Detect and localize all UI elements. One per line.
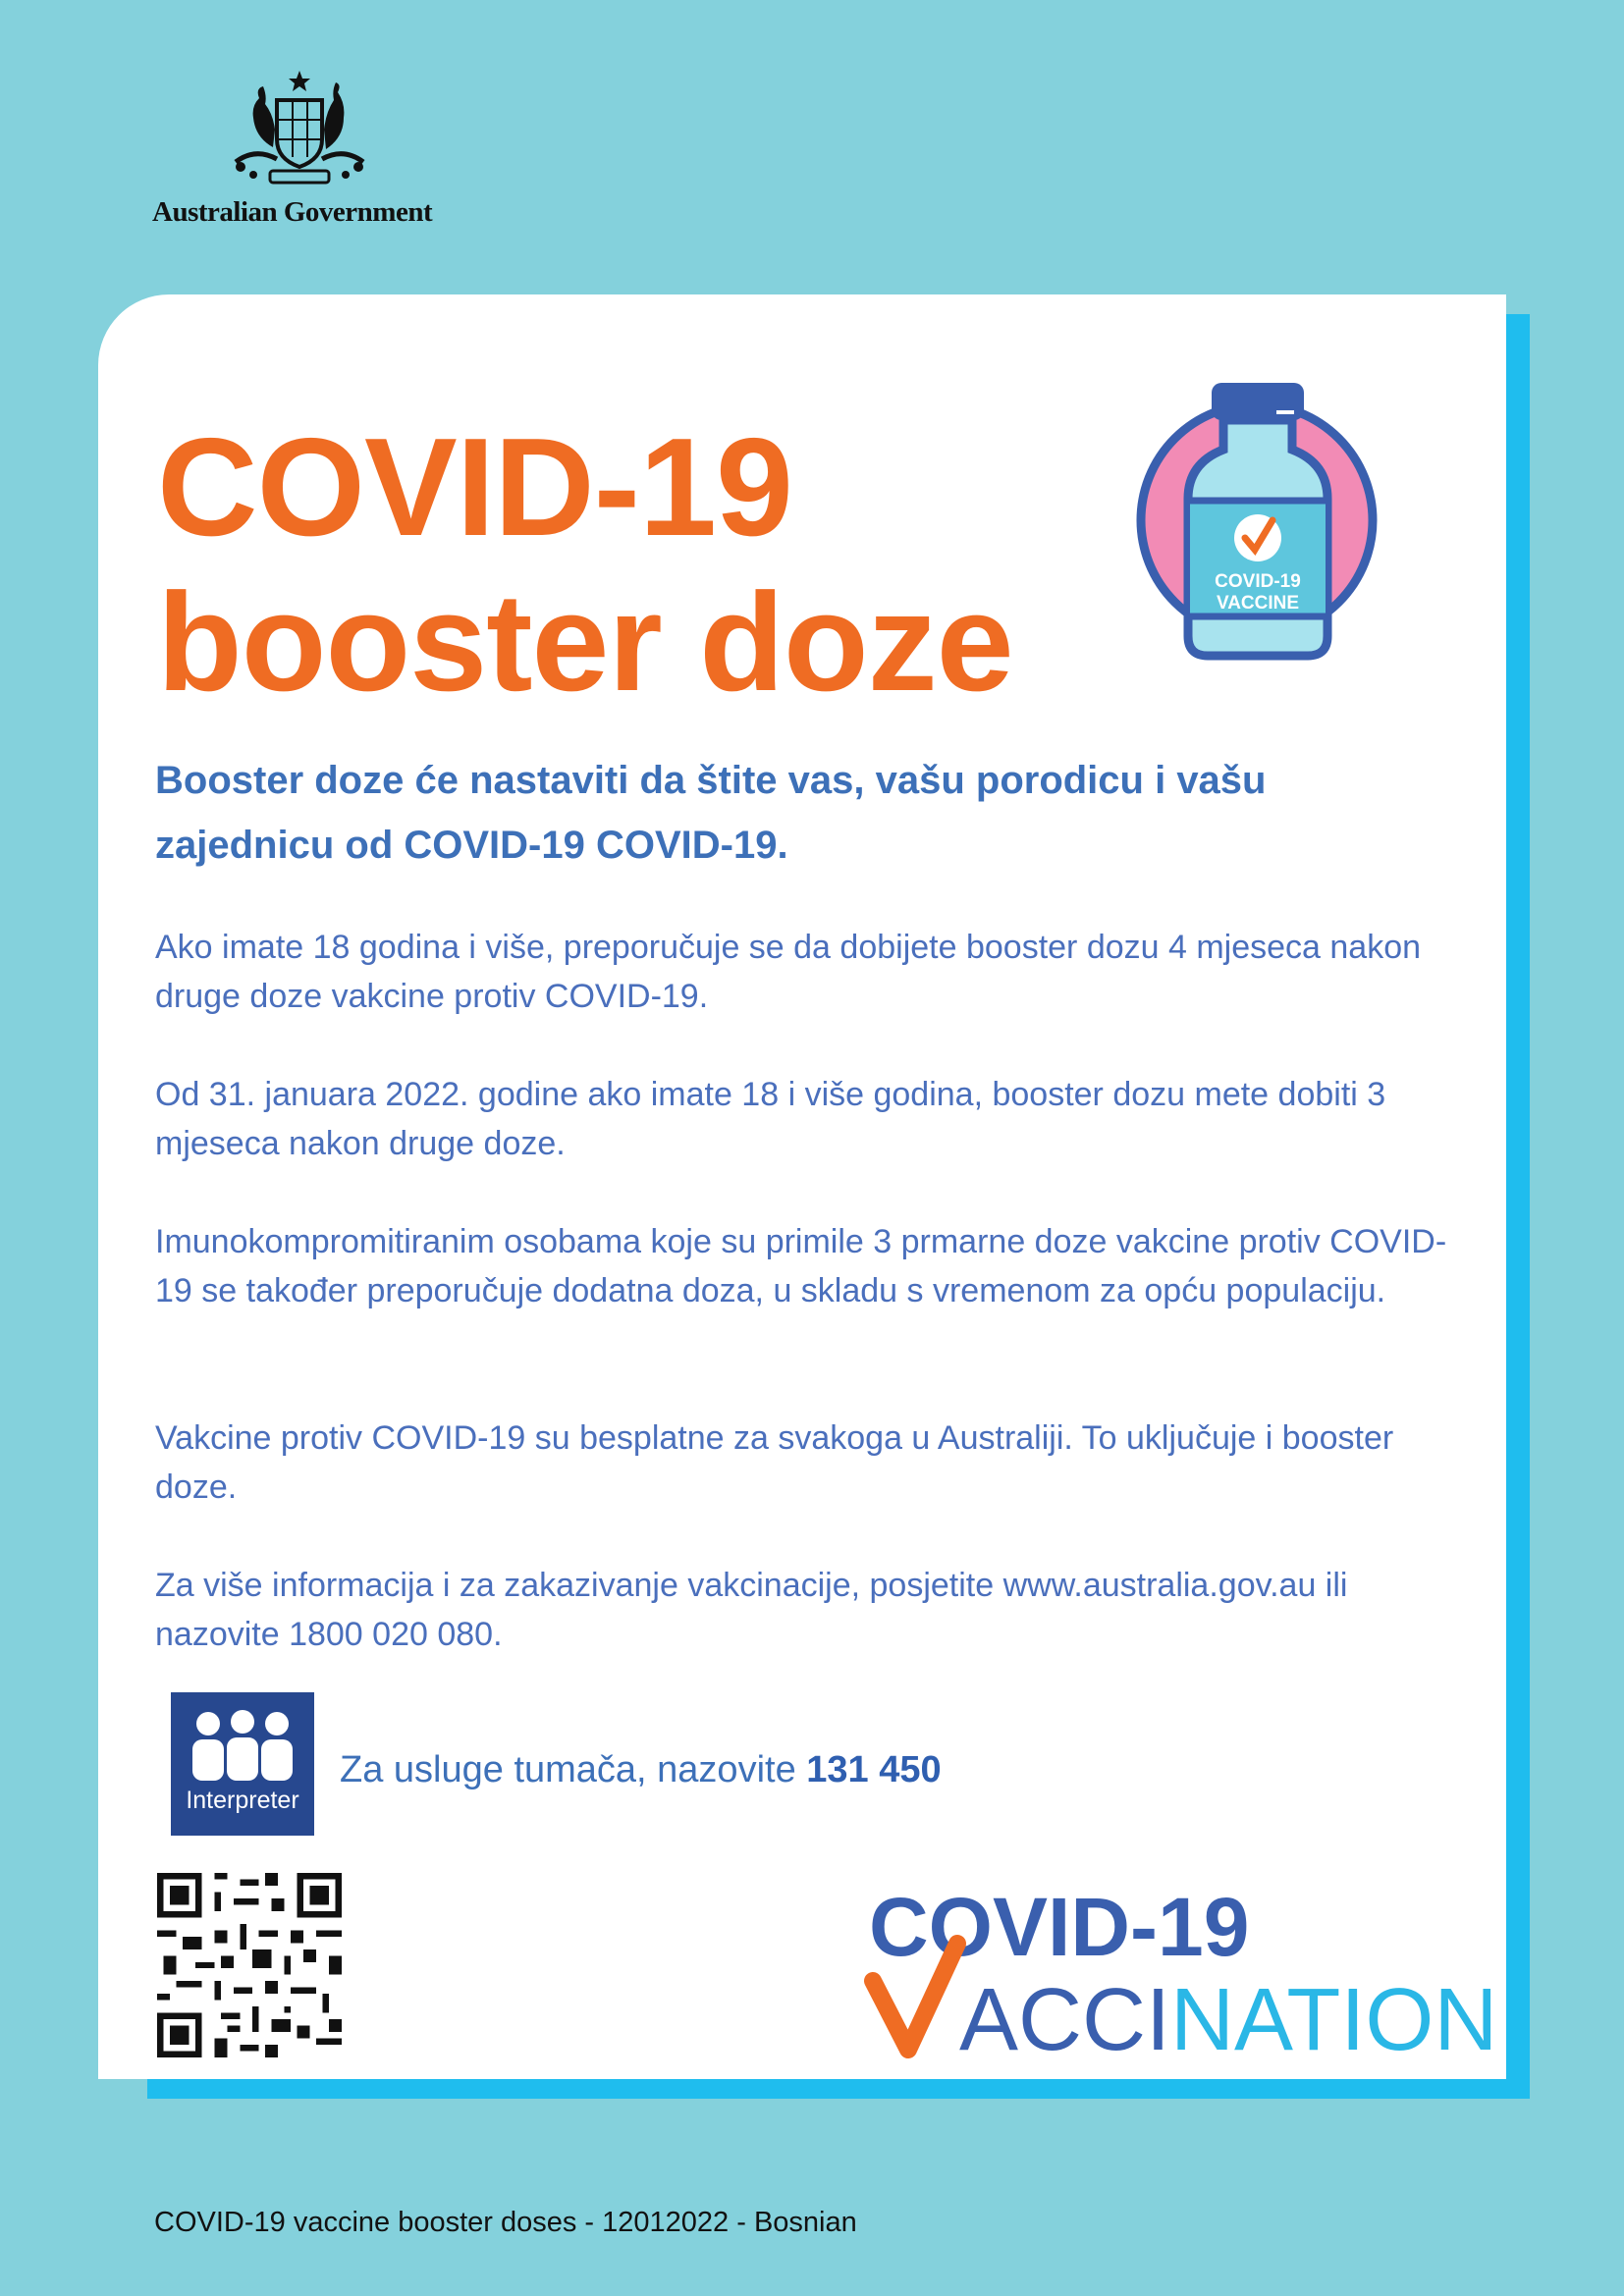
footer-reference: COVID-19 vaccine booster doses - 12012022 - Bosnian xyxy=(154,2207,857,2238)
vial-label-line-2: VACCINE xyxy=(1216,593,1300,614)
title-line-1: COVID-19 xyxy=(157,409,792,565)
vaccination-logo-line-1: COVID-19 xyxy=(869,1881,1250,1973)
interpreter-text: Za usluge tumača, nazovite xyxy=(340,1749,796,1790)
paragraph-eligibility: Ako imate 18 godina i više, preporučuje se da dobijete booster dozu 4 mjeseca nakon druge doze vakcine protiv COVID-19. xyxy=(155,929,1422,1015)
title-line-2: booster doze xyxy=(157,564,1013,721)
paragraph-more-info: Za više informacija i za zakazivanje vakcinacije, posjetite www.australia.gov.au ili nazovite 1800 020 080. xyxy=(155,1567,1348,1653)
interpreter-icon xyxy=(171,1692,314,1836)
qr-code-icon xyxy=(157,1873,342,2057)
australian-government-logo xyxy=(147,69,461,236)
vaccination-logo-acci: ACCI xyxy=(959,1971,1171,2069)
coat-of-arms-icon xyxy=(216,69,383,191)
lead-paragraph: Booster doze ćе nastaviti da štite vas, vašu porodicu i vašu zajednicu od COVID-19 COVID-19. xyxy=(155,759,1267,867)
page-title xyxy=(157,410,1013,721)
paragraph-free-vaccines: Vakcine protiv COVID-19 su besplatne za svakoga u Australiji. To uključuje i booster doze. xyxy=(155,1419,1394,1506)
interpreter-line xyxy=(340,1747,942,1792)
paragraph-immunocompromised: Imunokompromitiranim osobama koje su primile 3 prmarne doze vakcine protiv COVID-19 se također preporučuje dodatna doza, u skladu s vremenom za opću populaciju. xyxy=(155,1223,1447,1309)
vaccination-logo-line-2 xyxy=(959,1971,1497,2069)
vaccine-vial-icon xyxy=(1129,373,1394,667)
interpreter-icon-label: Interpreter xyxy=(186,1787,299,1814)
government-name: Australian Government xyxy=(152,196,433,228)
covid-vaccination-logo xyxy=(869,1881,1498,2069)
interpreter-phone: 131 450 xyxy=(806,1749,942,1790)
vaccination-logo-nation: NATION xyxy=(1170,1971,1498,2069)
paragraph-timing: Od 31. januara 2022. godine ako imate 18 i više godina, booster dozu mete dobiti 3 mjeseca nakon druge doze. xyxy=(155,1076,1386,1162)
vial-label-line-1: COVID-19 xyxy=(1215,571,1301,592)
